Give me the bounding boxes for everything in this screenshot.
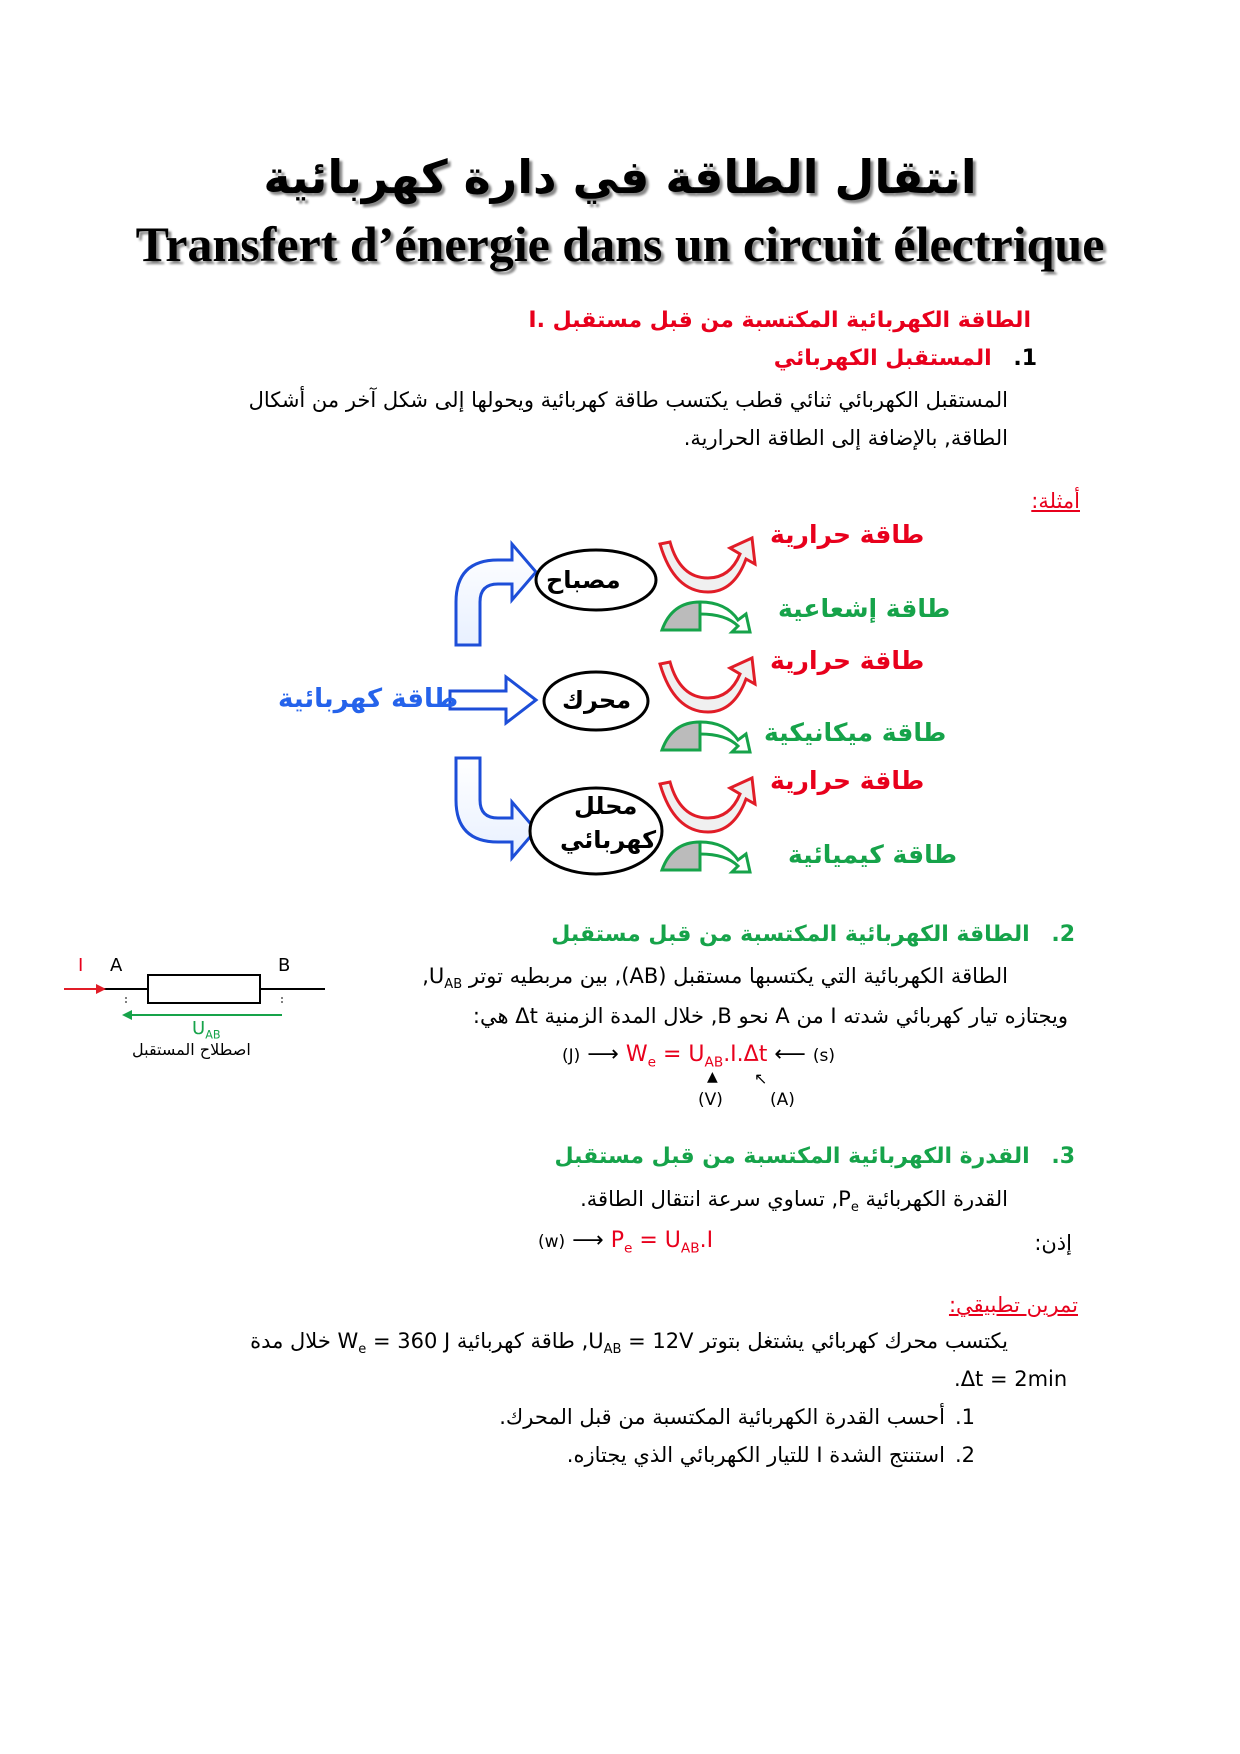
exercise-label: تمرين تطبيقي:: [948, 1293, 1078, 1317]
thus-label: إذن:: [1034, 1231, 1072, 1255]
subsection-heading-3: [555, 1144, 1075, 1169]
receiver-convention-symbol: [60, 955, 340, 1025]
text-span: ,: [422, 964, 429, 988]
subsection-heading-2: [551, 922, 1075, 947]
mechanical-arrow-icon: [700, 722, 750, 752]
label-mechanical-energy: طاقة ميكانيكية: [764, 718, 947, 747]
subscript: AB: [205, 1028, 221, 1042]
question-text: استنتج الشدة I للتيار الكهربائي الذي يجتازه.: [566, 1443, 945, 1467]
chemical-arrow-icon: [700, 842, 750, 872]
current-arrow-icon: [96, 984, 106, 994]
text-span: = 12V, طاقة كهربائية W: [337, 1329, 694, 1353]
text-span: .I.Δt: [723, 1042, 768, 1067]
subsection-title: المستقبل الكهربائي: [773, 346, 992, 371]
paragraph-line: الطاقة, بالإضافة إلى الطاقة الحرارية.: [683, 426, 1008, 450]
section-heading-1: [528, 308, 1045, 333]
shade-icon: [662, 842, 700, 870]
radiant-arrow-icon: [700, 602, 750, 632]
subscript: AB: [704, 1054, 724, 1071]
paragraph-power-definition: [508, 1180, 1008, 1227]
arrow-up-icon: [456, 544, 536, 645]
subscript: AB: [603, 1342, 622, 1358]
label-radiant-energy: طاقة إشعاعية: [778, 594, 951, 623]
paragraph-line: ويجتازه تيار كهربائي شدته I من A نحو B, خلال المدة الزمنية Δt هي:: [472, 1004, 1068, 1028]
text-span: , تساوي سرعة انتقال الطاقة.: [580, 1187, 839, 1211]
subsection-title: الطاقة الكهربائية المكتسبة من قبل مستقبل: [551, 922, 1030, 947]
subsection-number: 2.: [1051, 922, 1075, 947]
arrow-right-icon: ⟶: [587, 1042, 626, 1067]
section-title: الطاقة الكهربائية المكتسبة من قبل مستقبل: [552, 308, 1031, 333]
unit-joule: (J): [562, 1046, 581, 1066]
subscript: AB: [680, 1240, 700, 1257]
symbol-current-label: I: [78, 955, 84, 976]
label-device-electrolyzer-2: كهربائي: [560, 826, 657, 854]
text-span: الطاقة الكهربائية التي يكتسبها مستقبل (AB), بين مربطيه توتر U: [428, 964, 1008, 988]
shade-icon: [662, 722, 700, 750]
label-device-lamp: مصباح: [546, 566, 621, 594]
label-device-electrolyzer-1: محلل: [574, 792, 638, 820]
question-number: 1.: [954, 1405, 975, 1429]
arrow-right-icon: ⟶: [572, 1228, 611, 1253]
unit-volt: (V): [698, 1090, 723, 1110]
symbol-w: W: [625, 1042, 648, 1067]
subsection-title: القدرة الكهربائية المكتسبة من قبل مستقبل: [554, 1144, 1030, 1169]
heat-arrow-icon: [660, 538, 755, 592]
unit-second: (s): [812, 1046, 836, 1066]
arrow-left-icon: ⟵: [774, 1042, 813, 1067]
label-heat-energy: طاقة حرارية: [770, 646, 925, 675]
formula-energy: [562, 1042, 835, 1070]
shade-icon: [662, 602, 700, 630]
exercise-question-2: [567, 1436, 975, 1474]
arrow-up-icon: ▲: [707, 1069, 718, 1085]
unit-ampere: (A): [770, 1090, 795, 1110]
arrow-up-left-icon: ↖: [754, 1069, 768, 1088]
symbol-p: P: [610, 1228, 624, 1253]
receiver-convention-caption: اصطلاح المستقبل: [132, 1040, 251, 1059]
subsection-heading-1: [774, 346, 1037, 371]
subsection-number: 3.: [1051, 1144, 1075, 1169]
text-span: = U: [655, 1042, 705, 1067]
resistor-icon: [148, 975, 260, 1003]
page-title-french: Transfert d’énergie dans un circuit électrique: [135, 216, 1105, 272]
exercise-duration: Δt = 2min.: [954, 1367, 1068, 1391]
paragraph-line: المستقبل الكهربائي ثنائي قطب يكتسب طاقة كهربائية ويحولها إلى شكل آخر من أشكال: [248, 388, 1008, 412]
examples-label: أمثلة:: [1031, 489, 1080, 513]
arrow-down-icon: [456, 758, 536, 858]
question-text: أحسب القدرة الكهربائية المكتسبة من قبل المحرك.: [499, 1405, 945, 1429]
formula-expression: [625, 1042, 768, 1071]
paragraph-receiver-definition: [188, 381, 1008, 457]
text-span: يكتسب محرك كهربائي يشتغل بتوتر U: [588, 1329, 1008, 1353]
formula-expression: [610, 1228, 714, 1257]
label-heat-energy: طاقة حرارية: [770, 520, 925, 549]
symbol-terminal-b: B: [278, 955, 291, 976]
exercise-statement: [128, 1322, 1008, 1369]
unit-watt: (w): [538, 1232, 566, 1252]
symbol-voltage-label: [192, 1018, 220, 1042]
subsection-number: 1.: [1013, 346, 1037, 371]
heat-arrow-icon: [660, 658, 755, 712]
subscript: e: [624, 1240, 633, 1257]
text-span: القدرة الكهربائية P: [838, 1187, 1008, 1211]
exercise-question-1: [499, 1398, 975, 1436]
arrow-right-icon: [450, 677, 536, 723]
label-chemical-energy: طاقة كيميائية: [788, 840, 958, 869]
question-number: 2.: [954, 1443, 975, 1467]
subscript: e: [850, 1200, 859, 1216]
formula-power: [538, 1228, 713, 1256]
label-device-motor: محرك: [562, 686, 632, 714]
section-number: I.: [528, 308, 545, 333]
symbol-terminal-a: A: [110, 955, 123, 976]
subscript: AB: [444, 977, 463, 993]
label-heat-energy: طاقة حرارية: [770, 766, 925, 795]
subscript: e: [647, 1054, 656, 1071]
text-span: U: [192, 1018, 206, 1039]
subscript: e: [358, 1342, 367, 1358]
text-span: = U: [632, 1228, 681, 1253]
label-electrical-energy: طاقة كهربائية: [278, 684, 459, 714]
text-span: = 360 J خلال مدة: [250, 1329, 451, 1353]
text-span: .I: [699, 1228, 714, 1253]
voltage-arrow-icon: [122, 1010, 132, 1020]
page-title-arabic: انتقال الطاقة في دارة كهربائية: [263, 150, 977, 204]
heat-arrow-icon: [660, 778, 755, 832]
